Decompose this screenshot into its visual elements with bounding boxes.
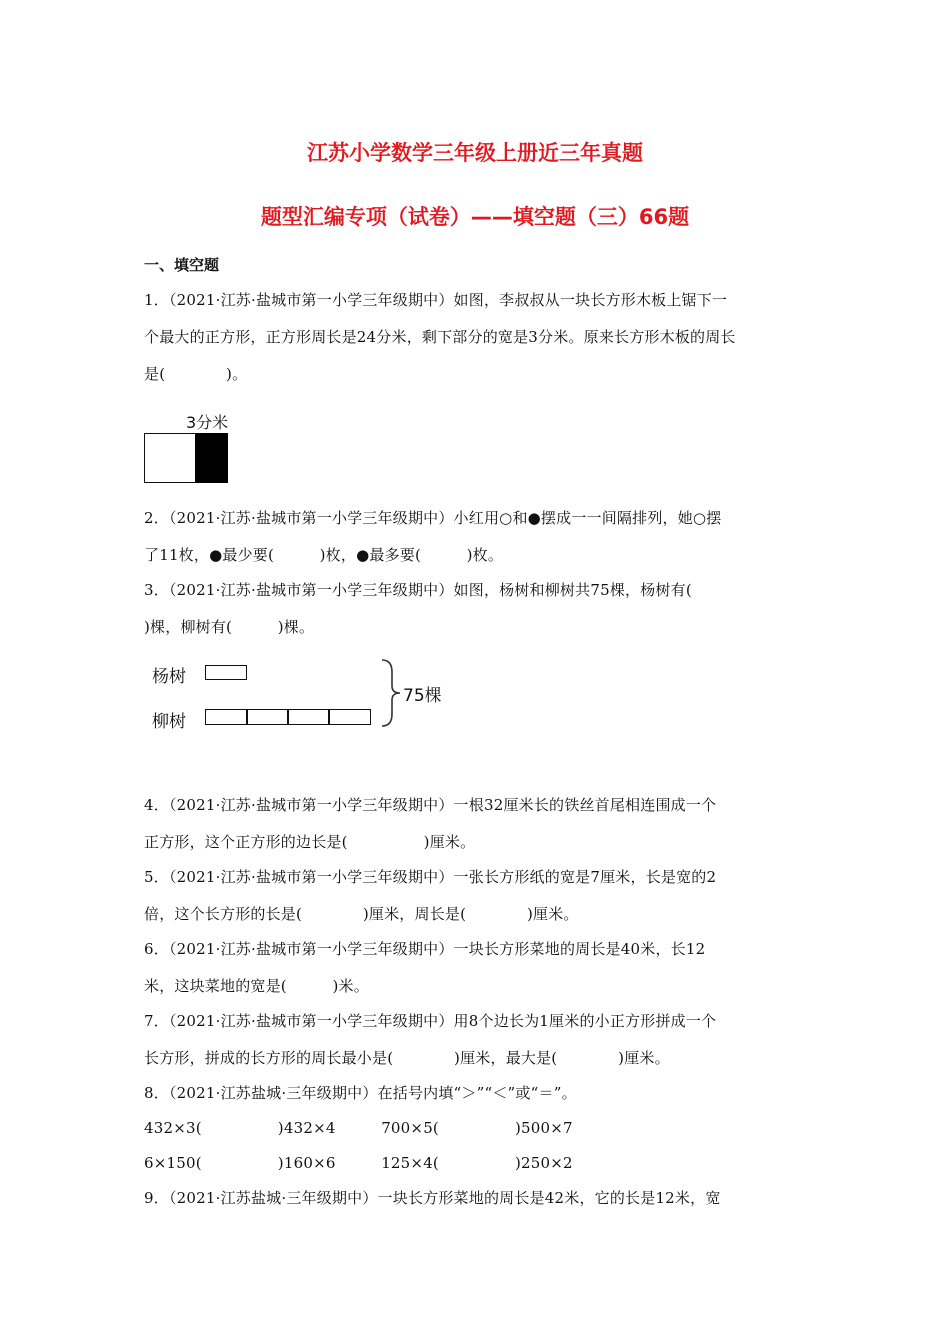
title-line-1: 江苏小学数学三年级上册近三年真题 <box>307 141 643 165</box>
q8-line-1: 8．（2021·江苏盐城·三年级期中）在括号内填“＞”“＜”或“＝”。 <box>144 1084 577 1102</box>
q3-line-1: 3．（2021·江苏·盐城市第一小学三年级期中）如图，杨树和柳树共75棵，杨树有( <box>144 581 692 599</box>
q5-line-1: 5．（2021·江苏·盐城市第一小学三年级期中）一张长方形纸的宽是7厘米，长是宽的2 <box>144 868 717 886</box>
q8-line-3: 6×150( )160×6 125×4( )250×2 <box>144 1154 573 1172</box>
q8-line-2: 432×3( )432×4 700×5( )500×7 <box>144 1119 573 1137</box>
figure3-yang-bar <box>205 665 247 680</box>
figure3-label-total: 75棵 <box>403 686 442 706</box>
q4-line-2: 正方形，这个正方形的边长是( )厘米。 <box>144 833 476 851</box>
q1-line-1: 1．（2021·江苏·盐城市第一小学三年级期中）如图，李叔叔从一块长方形木板上锯下一 <box>144 291 728 309</box>
figure1-remainder <box>195 433 228 483</box>
q2-line-1: 2．（2021·江苏·盐城市第一小学三年级期中）小红用○和●摆成一一间隔排列，她○摆 <box>144 509 722 527</box>
section-heading: 一、填空题 <box>144 256 220 274</box>
figure1-label: 3分米 <box>186 413 229 432</box>
figure3-liu-divider-1 <box>246 709 248 725</box>
q6-line-2: 米，这块菜地的宽是( )米。 <box>144 977 369 995</box>
q7-line-1: 7．（2021·江苏·盐城市第一小学三年级期中）用8个边长为1厘米的小正方形拼成一个 <box>144 1012 717 1030</box>
title-line-2: 题型汇编专项（试卷）——填空题（三）66题 <box>260 205 690 229</box>
q9-line-1: 9．（2021·江苏盐城·三年级期中）一块长方形菜地的周长是42米，它的长是12米，宽 <box>144 1189 721 1207</box>
figure3-liu-divider-2 <box>287 709 289 725</box>
q4-line-1: 4．（2021·江苏·盐城市第一小学三年级期中）一根32厘米长的铁丝首尾相连围成一个 <box>144 796 717 814</box>
q2-line-2: 了11枚，●最少要( )枚，●最多要( )枚。 <box>144 546 504 564</box>
q3-line-2: )棵，柳树有( )棵。 <box>144 618 315 636</box>
figure3-label-yang: 杨树 <box>152 667 186 687</box>
figure3-brace <box>380 658 402 728</box>
q1-line-3: 是( )。 <box>144 365 248 383</box>
figure3-liu-divider-3 <box>328 709 330 725</box>
q7-line-2: 长方形，拼成的长方形的周长最小是( )厘米，最大是( )厘米。 <box>144 1049 670 1067</box>
figure3-label-liu: 柳树 <box>152 712 186 732</box>
q1-line-2: 个最大的正方形，正方形周长是24分米，剩下部分的宽是3分米。原来长方形木板的周长 <box>144 328 736 346</box>
q6-line-1: 6．（2021·江苏·盐城市第一小学三年级期中）一块长方形菜地的周长是40米，长12 <box>144 940 706 958</box>
q5-line-2: 倍，这个长方形的长是( )厘米，周长是( )厘米。 <box>144 905 579 923</box>
